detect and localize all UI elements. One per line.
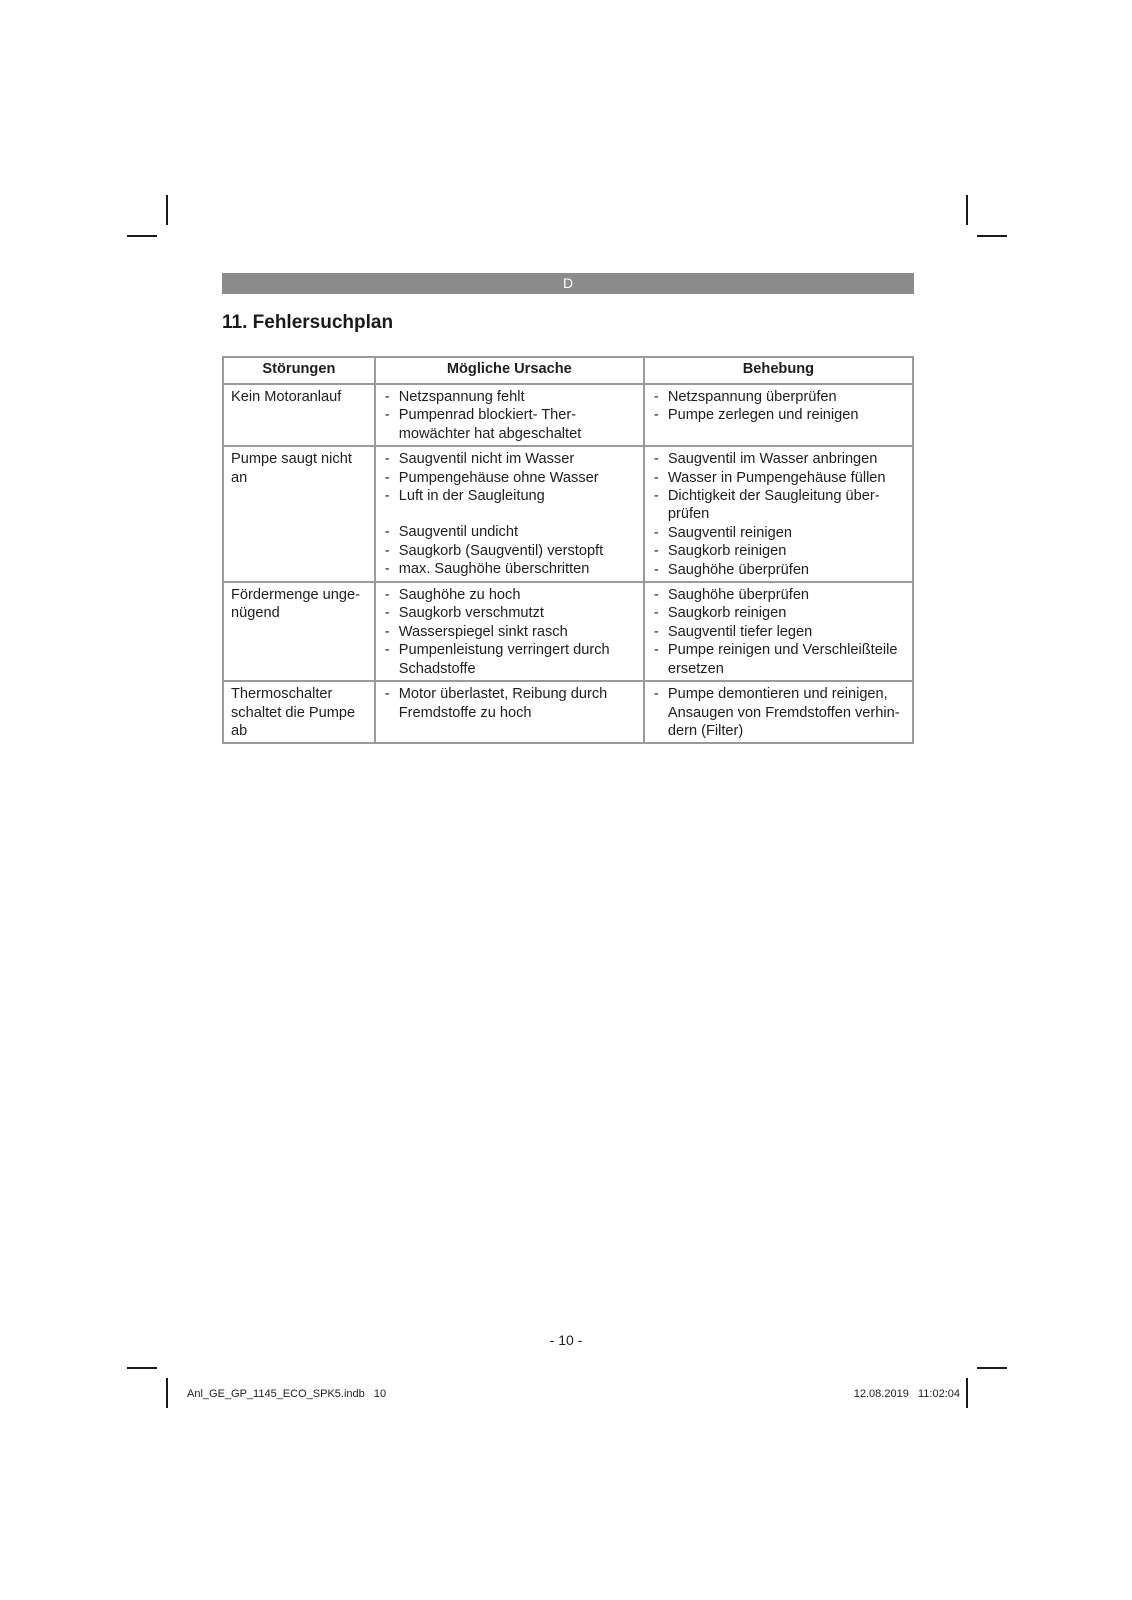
page-number: - 10 -	[549, 1332, 583, 1348]
cause-cell	[375, 446, 644, 582]
table-row	[223, 582, 913, 681]
crop-mark	[166, 195, 168, 225]
cause-list	[383, 685, 636, 722]
list-item: - Pumpe demontieren und reinigen, Ansaugen von Fremdstoffen verhin- dern (Filter)	[652, 685, 905, 740]
list-item: - max. Saughöhe überschritten	[383, 560, 636, 578]
list-item: - Pumpe zerlegen und reinigen	[652, 406, 905, 424]
list-item: - Motor überlastet, Reibung durch Fremdstoffe zu hoch	[383, 685, 636, 722]
fault-text: Kein Motoranlauf	[231, 389, 342, 405]
list-item: - Wasserspiegel sinkt rasch	[383, 623, 636, 641]
list-item: - Luft in der Saugleitung	[383, 487, 636, 505]
list-item: - Saugventil reinigen	[652, 524, 905, 542]
cause-cell	[375, 582, 644, 681]
list-item: - Saughöhe überprüfen	[652, 561, 905, 579]
remedy-list	[652, 586, 905, 678]
table-header-row	[223, 357, 913, 384]
remedy-list	[652, 685, 905, 740]
list-item: - Netzspannung überprüfen	[652, 388, 905, 406]
fault-cell	[223, 446, 375, 582]
fault-text: Fördermenge unge- nügend	[231, 587, 360, 622]
table-row	[223, 384, 913, 446]
list-item: - Netzspannung fehlt	[383, 388, 636, 406]
remedy-cell	[644, 681, 913, 743]
list-item: - Saugventil nicht im Wasser	[383, 450, 636, 468]
footer-timestamp: 12.08.2019 11:02:04	[853, 1388, 960, 1400]
list-item: - Pumpe reinigen und Verschleißteile ersetzen	[652, 641, 905, 678]
list-item: - Wasser in Pumpengehäuse füllen	[652, 469, 905, 487]
fault-cell	[223, 384, 375, 446]
fault-cell	[223, 681, 375, 743]
remedy-cell	[644, 384, 913, 446]
list-item: - Saugventil undicht	[383, 523, 636, 541]
crop-mark	[966, 1378, 968, 1408]
list-item: - Saugkorb verschmutzt	[383, 604, 636, 622]
list-item: - Dichtigkeit der Saugleitung über- prüfen	[652, 487, 905, 524]
list-item: - Pumpengehäuse ohne Wasser	[383, 469, 636, 487]
list-item: - Pumpenrad blockiert- Ther- mowächter hat abgeschaltet	[383, 406, 636, 443]
language-header-bar: D	[222, 273, 914, 294]
cause-list	[383, 586, 636, 678]
remedy-cell	[644, 446, 913, 582]
section-title: 11. Fehlersuchplan	[222, 312, 394, 333]
remedy-list	[652, 388, 905, 425]
list-item: - Saugventil im Wasser anbringen	[652, 450, 905, 468]
list-item: - Saugkorb (Saugventil) verstopft	[383, 542, 636, 560]
column-header-faults: Störungen	[223, 357, 375, 384]
remedy-list	[652, 450, 905, 579]
table-row	[223, 681, 913, 743]
crop-mark	[166, 1378, 168, 1408]
table-row	[223, 446, 913, 582]
crop-mark	[966, 195, 968, 225]
column-header-remedies: Behebung	[644, 357, 913, 384]
cause-list	[383, 450, 636, 578]
list-item: - Pumpenleistung verringert durch Schadstoffe	[383, 641, 636, 678]
troubleshooting-table	[222, 356, 914, 744]
list-item: - Saughöhe zu hoch	[383, 586, 636, 604]
footer-file-info: Anl_GE_GP_1145_ECO_SPK5.indb 10	[187, 1388, 387, 1400]
fault-cell	[223, 582, 375, 681]
cause-list	[383, 388, 636, 443]
list-item: - Saugventil tiefer legen	[652, 623, 905, 641]
list-item: - Saugkorb reinigen	[652, 542, 905, 560]
remedy-cell	[644, 582, 913, 681]
cause-cell	[375, 681, 644, 743]
fault-text: Pumpe saugt nicht an	[231, 451, 352, 486]
list-item: - Saugkorb reinigen	[652, 604, 905, 622]
crop-mark	[977, 235, 1007, 237]
list-item: - Saughöhe überprüfen	[652, 586, 905, 604]
crop-mark	[977, 1367, 1007, 1369]
column-header-causes: Mögliche Ursache	[375, 357, 644, 384]
cause-cell	[375, 384, 644, 446]
crop-mark	[127, 1367, 157, 1369]
crop-mark	[127, 235, 157, 237]
fault-text: Thermoschalter schaltet die Pumpe ab	[231, 686, 356, 739]
